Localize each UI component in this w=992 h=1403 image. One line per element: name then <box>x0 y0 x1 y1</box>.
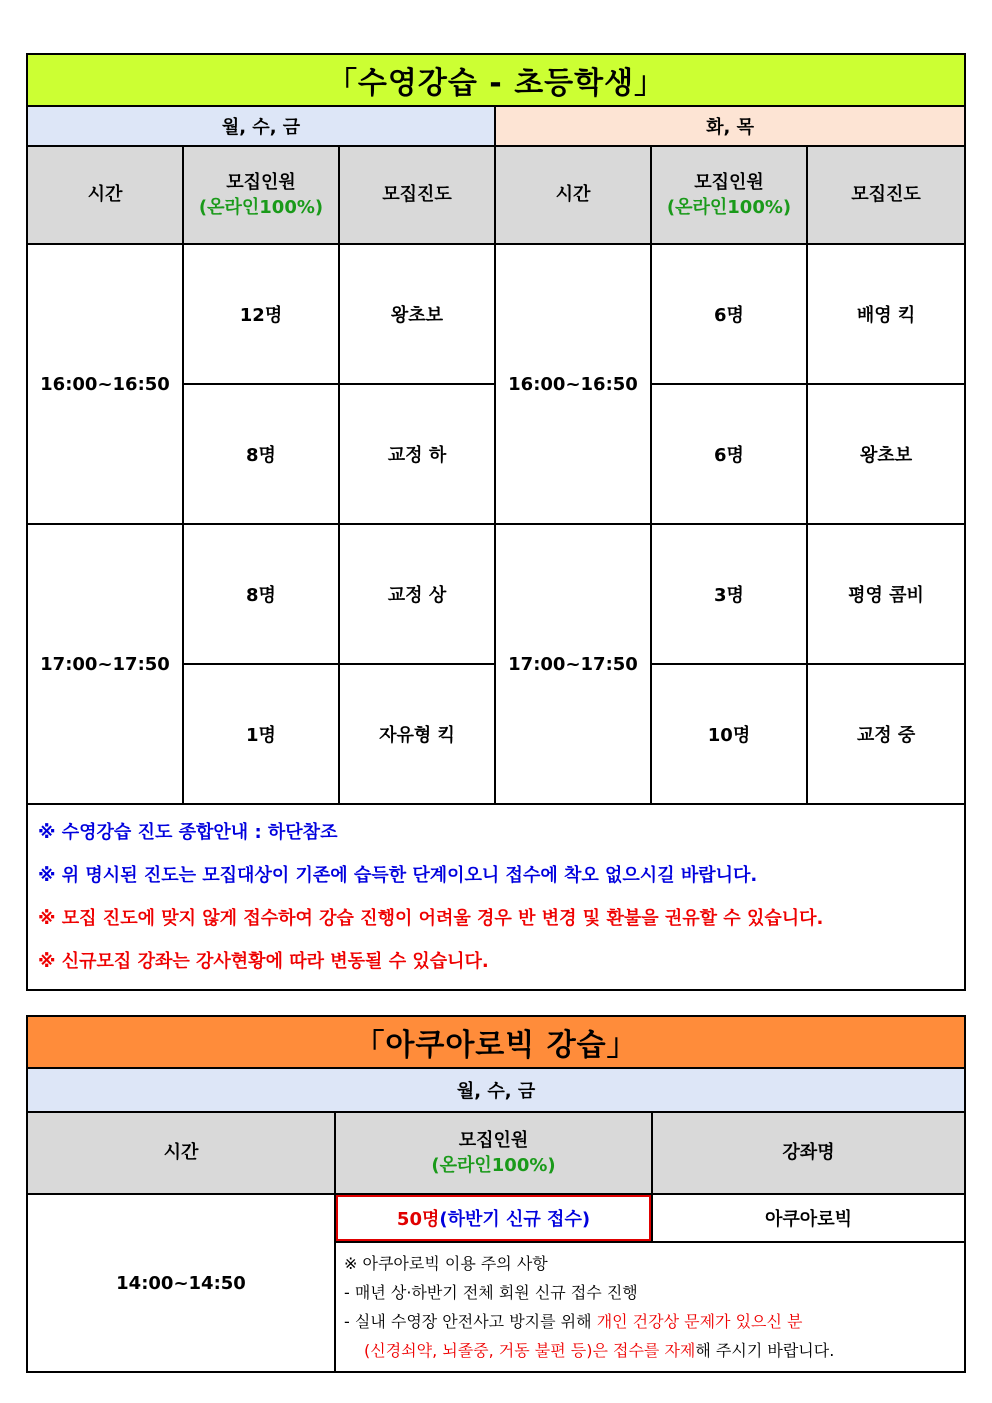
days-tue-thu: 화, 목 <box>495 106 965 146</box>
note-line: ※ 신규모집 강좌는 강사현황에 따라 변동될 수 있습니다. <box>38 951 489 972</box>
aqua-header-count <box>335 1112 652 1194</box>
aqua-schedule-table <box>26 1015 966 1373</box>
aqua-course-cell: 아쿠아로빅 <box>652 1194 965 1242</box>
time-slot-right-2: 17:00~17:50 <box>495 524 651 804</box>
aqua-notice-highlight: 개인 건강상 문제가 있으신 분 <box>596 1312 803 1331</box>
aqua-notice <box>335 1242 965 1372</box>
aqua-header-course: 강좌명 <box>652 1112 965 1194</box>
aqua-header-online-label: (온라인100%) <box>431 1155 556 1176</box>
aqua-notice-text: 해 주시기 바랍니다. <box>695 1341 835 1360</box>
swim-title: 「수영강습 - 초등학생」 <box>27 54 965 106</box>
aqua-time-slot: 14:00~14:50 <box>27 1194 335 1372</box>
aqua-notice-title: ※ 아쿠아로빅 이용 주의 사항 <box>344 1254 548 1273</box>
header-count-label: 모집인원 <box>694 171 764 193</box>
header-online-label: (온라인100%) <box>198 197 324 218</box>
level-cell: 평영 콤비 <box>807 524 965 664</box>
level-cell: 왕초보 <box>807 384 965 524</box>
level-cell: 배영 킥 <box>807 244 965 384</box>
aqua-header-count-label: 모집인원 <box>458 1129 529 1151</box>
days-mon-wed-fri: 월, 수, 금 <box>27 106 495 146</box>
count-cell: 10명 <box>651 664 807 804</box>
level-cell: 왕초보 <box>339 244 495 384</box>
aqua-days: 월, 수, 금 <box>27 1068 965 1112</box>
aqua-header-time: 시간 <box>27 1112 335 1194</box>
swim-schedule-table <box>26 53 966 991</box>
header-online-label: (온라인100%) <box>666 197 792 218</box>
aqua-notice-highlight: (신경쇠약, 뇌졸중, 거동 불편 등)은 접수를 자제 <box>364 1341 696 1360</box>
header-count-left <box>183 146 339 244</box>
aqua-title: 「아쿠아로빅 강습」 <box>27 1016 965 1068</box>
swim-notes <box>27 804 965 990</box>
time-slot-right-1: 16:00~16:50 <box>495 244 651 524</box>
time-slot-left-2: 17:00~17:50 <box>27 524 183 804</box>
note-line: ※ 위 명시된 진도는 모집대상이 기존에 습득한 단계이오니 접수에 착오 없으시길 바랍니다. <box>38 865 758 886</box>
note-line: ※ 수영강습 진도 종합안내 : 하단참조 <box>38 822 338 843</box>
count-cell: 6명 <box>651 244 807 384</box>
header-time-right: 시간 <box>495 146 651 244</box>
header-level-right: 모집진도 <box>807 146 965 244</box>
aqua-notice-line-2 <box>344 1307 964 1336</box>
time-slot-left-1: 16:00~16:50 <box>27 244 183 524</box>
count-cell: 8명 <box>183 384 339 524</box>
header-time-left: 시간 <box>27 146 183 244</box>
aqua-count-cell <box>335 1194 652 1242</box>
level-cell: 교정 하 <box>339 384 495 524</box>
header-level-left: 모집진도 <box>339 146 495 244</box>
count-cell: 12명 <box>183 244 339 384</box>
aqua-notice-text: - 실내 수영장 안전사고 방지를 위해 <box>344 1312 597 1331</box>
count-cell: 8명 <box>183 524 339 664</box>
count-cell: 6명 <box>651 384 807 524</box>
aqua-notice-line-1: - 매년 상·하반기 전체 회원 신규 접수 진행 <box>344 1283 638 1302</box>
count-cell: 1명 <box>183 664 339 804</box>
header-count-right <box>651 146 807 244</box>
level-cell: 자유형 킥 <box>339 664 495 804</box>
aqua-count-note: (하반기 신규 접수) <box>439 1209 591 1230</box>
level-cell: 교정 중 <box>807 664 965 804</box>
aqua-count-number: 50명 <box>396 1209 440 1230</box>
header-count-label: 모집인원 <box>226 171 296 193</box>
level-cell: 교정 상 <box>339 524 495 664</box>
aqua-notice-line-3 <box>344 1336 964 1365</box>
note-line: ※ 모집 진도에 맞지 않게 접수하여 강습 진행이 어려울 경우 반 변경 및 환불을 권유할 수 있습니다. <box>38 908 824 929</box>
count-cell: 3명 <box>651 524 807 664</box>
